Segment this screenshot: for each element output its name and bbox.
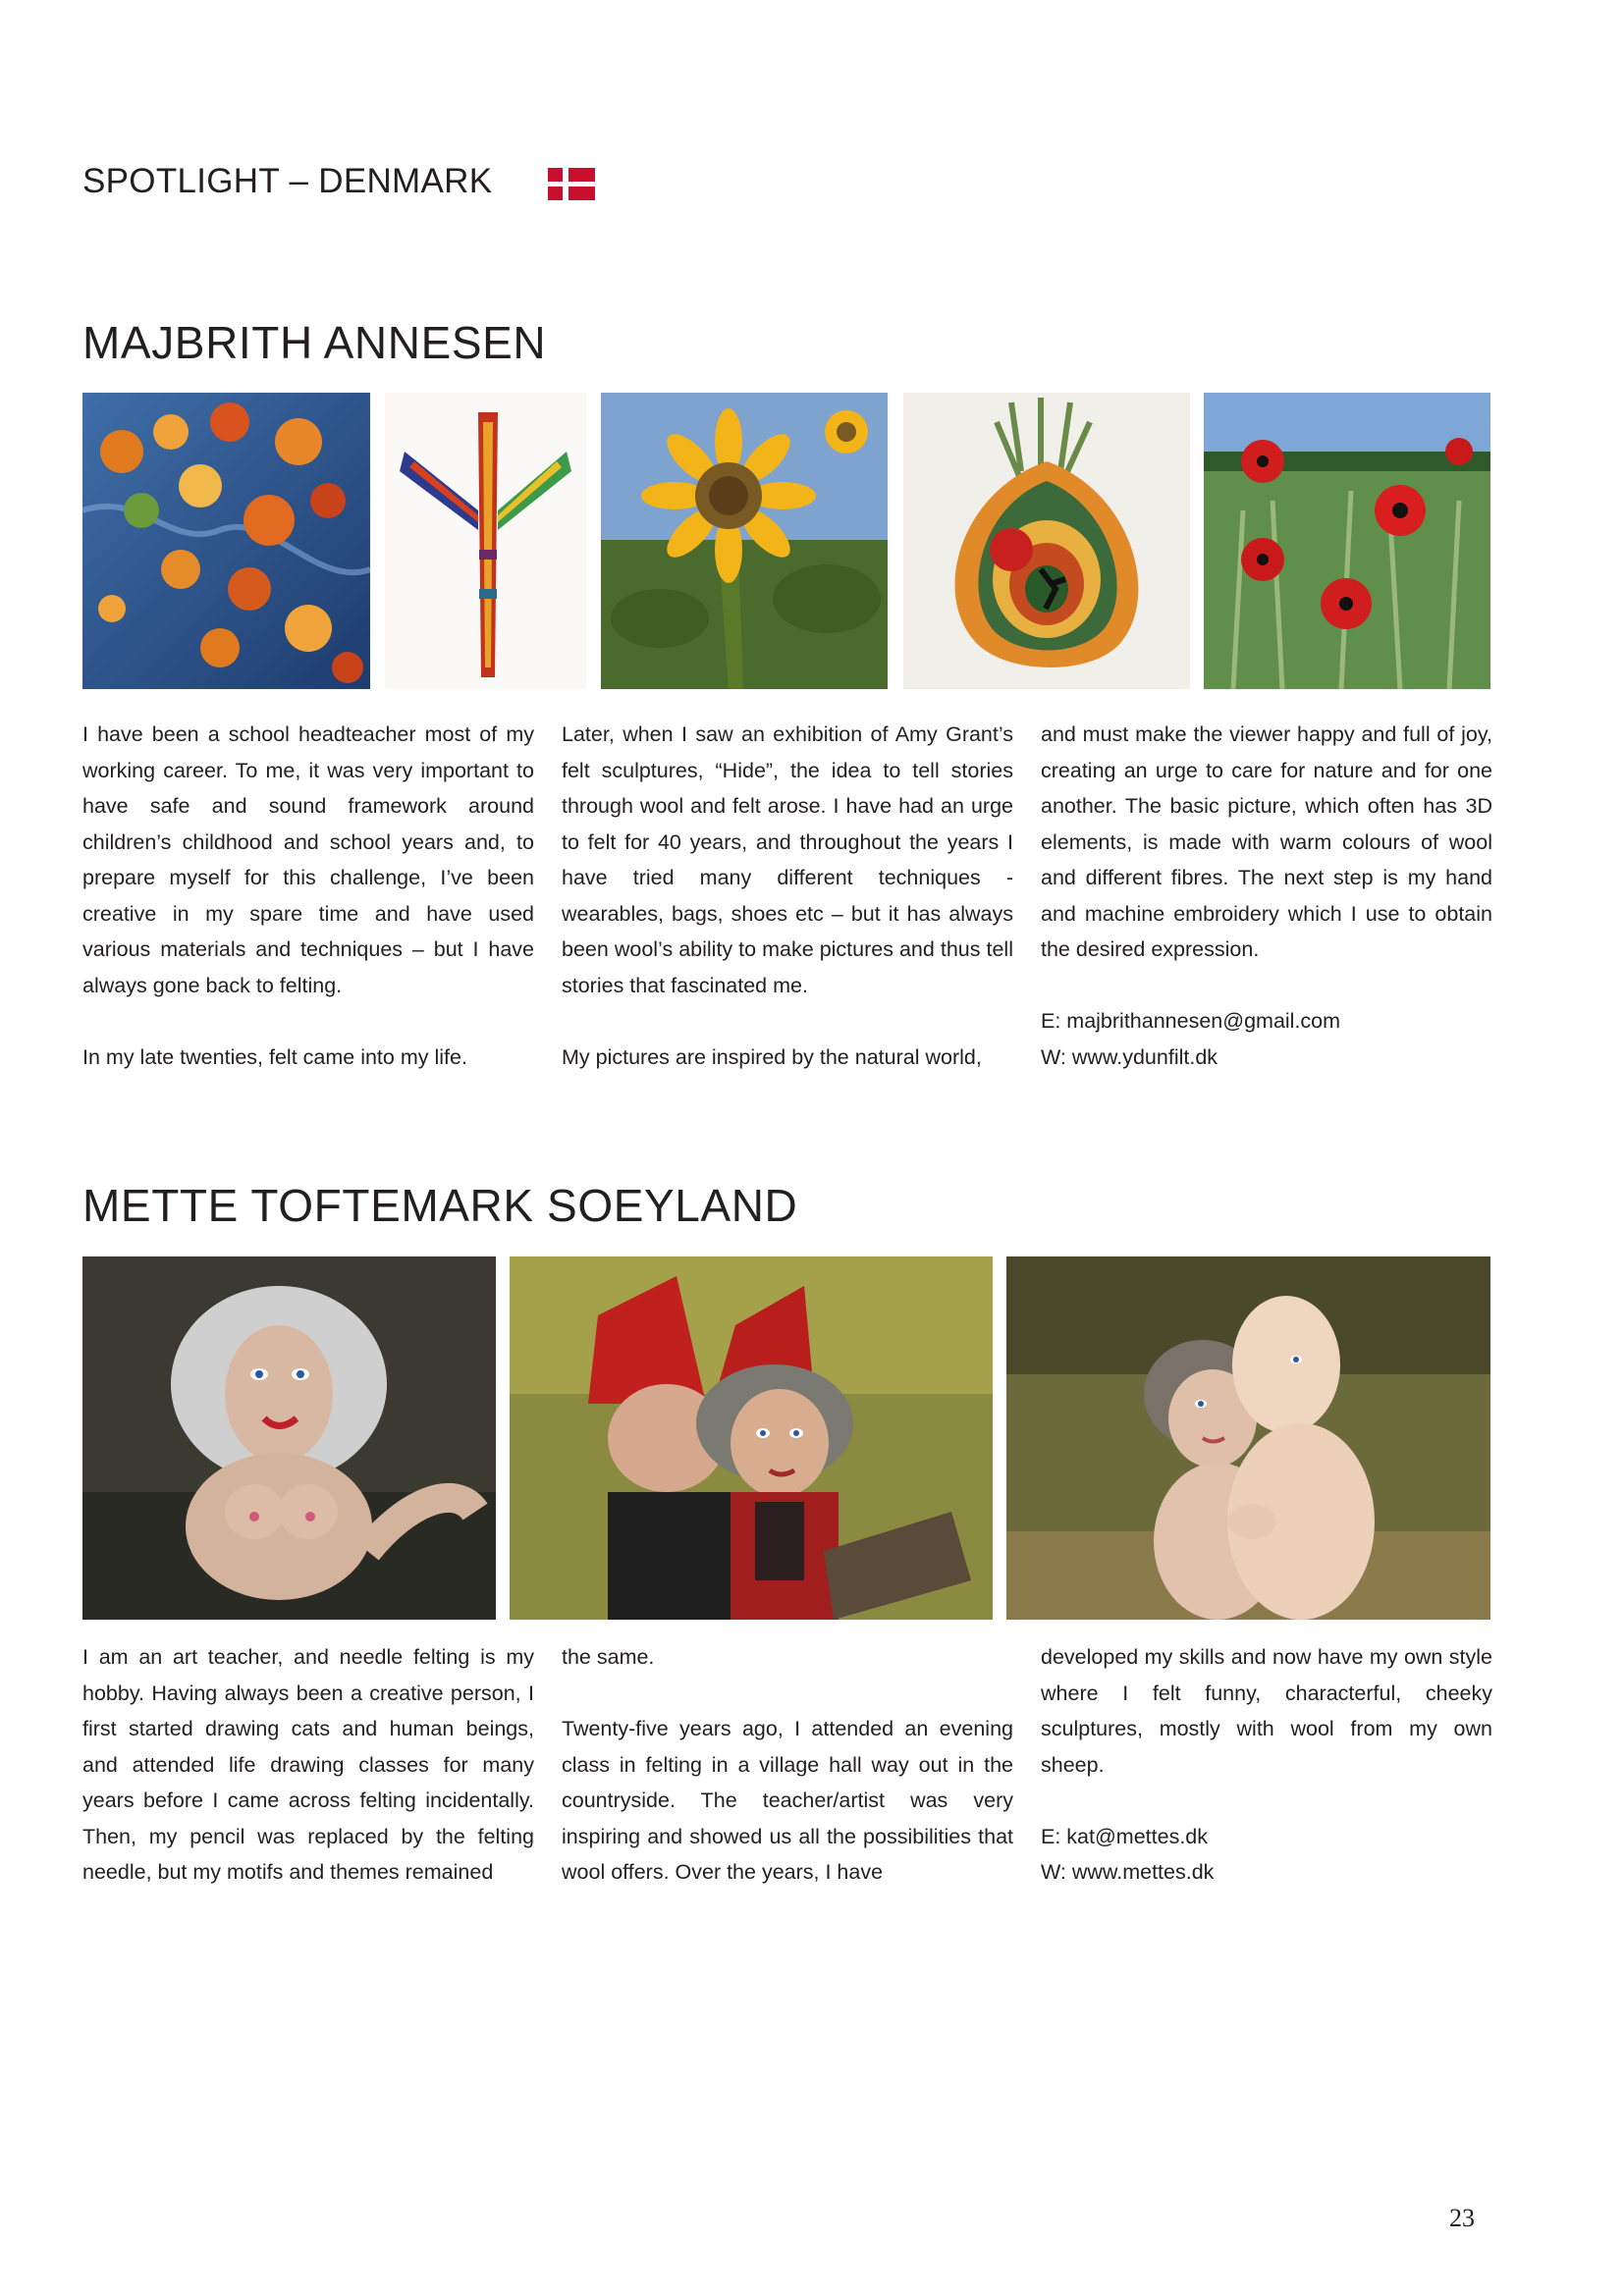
contact-website[interactable]: W: www.mettes.dk bbox=[1041, 1860, 1215, 1884]
paragraph: My pictures are inspired by the natural world, bbox=[562, 1044, 982, 1069]
article-column-1 bbox=[82, 717, 534, 1075]
artwork-felt-cross-sculpture bbox=[385, 393, 586, 689]
artwork-autumn-leaves bbox=[82, 393, 370, 689]
artwork-seed-pod bbox=[903, 393, 1190, 689]
artwork-poppies bbox=[1204, 393, 1490, 689]
article-column-3 bbox=[1041, 717, 1492, 1075]
sculpture-reclining-woman bbox=[82, 1256, 496, 1620]
paragraph: Twenty-five years ago, I attended an evening class in felting in a village hall way out in the countryside. The teacher/artist was very inspiring and showed us all the possibilities that wool offers. Over the years, I have bbox=[562, 1717, 1013, 1884]
paragraph: developed my skills and now have my own style where I felt funny, characterful, cheeky sculptures, mostly with wool from my own sheep. bbox=[1041, 1645, 1492, 1777]
article-column-1 bbox=[82, 1639, 534, 1891]
artist-name: METTE TOFTEMARK SOEYLAND bbox=[82, 1180, 798, 1231]
article-column-2 bbox=[562, 1639, 1013, 1891]
paragraph: Later, when I saw an exhibition of Amy Grant’s felt sculptures, “Hide”, the idea to tell stories through wool and felt arose. I have had an urge to felt for 40 years, and throughout the years I have tried many different techniques - wearables, bags, shoes etc – but it has always been wool’s ability to make pictures and thus tell stories that fascinated me. bbox=[562, 722, 1013, 997]
artwork-sunflower bbox=[601, 393, 888, 689]
sculpture-gnome-couple bbox=[510, 1256, 993, 1620]
contact-website[interactable]: W: www.ydunfilt.dk bbox=[1041, 1044, 1218, 1069]
paragraph: I am an art teacher, and needle felting is my hobby. Having always been a creative person, I first started drawing cats and human beings, and attended life drawing classes for many years before I came across felting incidentally. Then, my pencil was replaced by the felting needle, but my motifs and themes remained bbox=[82, 1645, 534, 1884]
page-number: 23 bbox=[1449, 2204, 1475, 2232]
contact-email[interactable]: E: kat@mettes.dk bbox=[1041, 1824, 1208, 1848]
paragraph: and must make the viewer happy and full of joy, creating an urge to care for nature and for one another. The basic picture, which often has 3D elements, is made with warm colours of wool and different fibres. The next step is my hand and machine embroidery which I use to obtain the desired expression. bbox=[1041, 722, 1492, 961]
denmark-flag-icon bbox=[548, 168, 595, 200]
contact-email[interactable]: E: majbrithannesen@gmail.com bbox=[1041, 1009, 1341, 1033]
paragraph: In my late twenties, felt came into my life. bbox=[82, 1044, 467, 1069]
article-column-2 bbox=[562, 717, 1013, 1075]
artist-name: MAJBRITH ANNESEN bbox=[82, 317, 547, 368]
article-column-3 bbox=[1041, 1639, 1492, 1891]
paragraph: the same. bbox=[562, 1645, 655, 1669]
section-header: SPOTLIGHT – DENMARK bbox=[82, 162, 493, 200]
sculpture-kissing-couple bbox=[1006, 1256, 1490, 1620]
paragraph: I have been a school headteacher most of my working career. To me, it was very important to have safe and sound framework around children’s childhood and school years and, to prepare myself for this challenge, I’ve been creative in my spare time and have used various materials and techniques – but I have always gone back to felting. bbox=[82, 722, 534, 997]
